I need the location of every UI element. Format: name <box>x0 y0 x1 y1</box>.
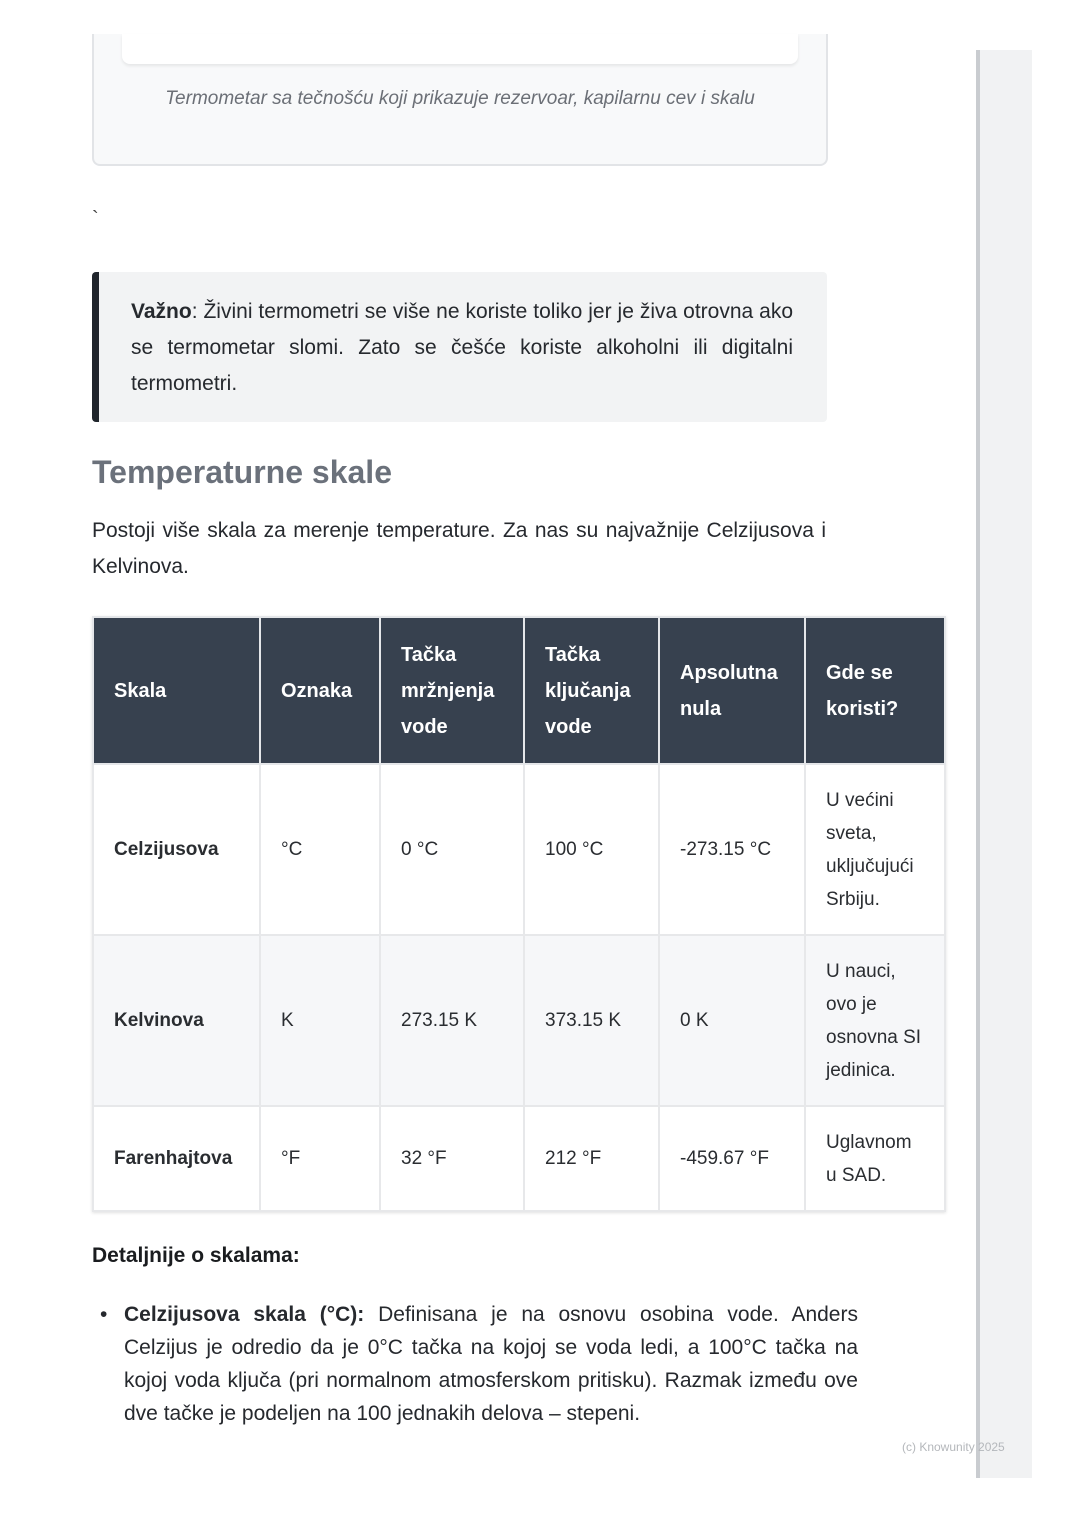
cell-boiling: 212 °F <box>524 1106 659 1211</box>
cell-symbol: °C <box>260 764 380 935</box>
cell-freezing: 273.15 K <box>380 935 524 1106</box>
cell-absolute-zero: 0 K <box>659 935 805 1106</box>
header-boiling-point: Tačka ključanja vode <box>524 617 659 764</box>
cell-usage: U nauci, ovo je osnovna SI jedinica. <box>805 935 945 1106</box>
callout-accent-bar <box>92 272 99 422</box>
table-header-row <box>93 617 945 764</box>
cell-symbol: °F <box>260 1106 380 1211</box>
header-oznaka: Oznaka <box>260 617 380 764</box>
callout-text <box>131 294 793 402</box>
details-heading: Detaljnije o skalama: <box>92 1244 300 1267</box>
figure-image-frame <box>122 34 798 64</box>
cell-symbol: K <box>260 935 380 1106</box>
section-intro: Postoji više skala za merenje temperature. Za nas su najvažnije Celzijusova i Kelvinova. <box>92 519 826 578</box>
figure-caption: Termometar sa tečnošću koji prikazuje rezervoar, kapilarnu cev i skalu <box>165 88 755 109</box>
table-row <box>93 764 945 935</box>
bullet-icon: • <box>100 1303 108 1326</box>
cell-usage: U većini sveta, uključujući Srbiju. <box>805 764 945 935</box>
table-row <box>93 1106 945 1211</box>
callout-label: Važno <box>131 300 192 323</box>
header-absolute-zero: Apsolutna nula <box>659 617 805 764</box>
header-skala: Skala <box>93 617 260 764</box>
cell-usage: Uglavnom u SAD. <box>805 1106 945 1211</box>
header-freezing-point: Tačka mržnjenja vode <box>380 617 524 764</box>
important-callout <box>92 272 827 422</box>
right-side-panel <box>976 50 1032 1478</box>
side-panel-edge <box>976 50 980 1478</box>
list-item-text: Definisana je na osnovu osobina vode. Anders Celzijus je odredio da je 0°C tačka na kojoj se voda ledi, a 100°C tačka na kojoj voda ključa (pri normalnom atmosferskom pritisku). Razmak između ove dve tačke je podeljen na 100 jednakih delova – stepeni. <box>124 1303 858 1425</box>
copyright-text: (c) Knowunity 2025 <box>902 1440 1005 1454</box>
cell-absolute-zero: -459.67 °F <box>659 1106 805 1211</box>
cell-scale-name: Kelvinova <box>93 935 260 1106</box>
temperature-scales-table <box>92 616 946 1212</box>
cell-absolute-zero: -273.15 °C <box>659 764 805 935</box>
header-usage: Gde se koristi? <box>805 617 945 764</box>
cell-scale-name: Celzijusova <box>93 764 260 935</box>
section-title: Temperaturne skale <box>92 454 392 490</box>
table-row <box>93 935 945 1106</box>
list-item-label: Celzijusova skala (°C): <box>124 1303 365 1326</box>
cell-boiling: 100 °C <box>524 764 659 935</box>
cell-freezing: 0 °C <box>380 764 524 935</box>
details-list <box>92 1298 858 1430</box>
list-item <box>100 1298 858 1430</box>
cell-boiling: 373.15 K <box>524 935 659 1106</box>
cell-scale-name: Farenhajtova <box>93 1106 260 1211</box>
callout-body: : Živini termometri se više ne koriste toliko jer je živa otrovna ako se termometar slomi. Zato se češće koriste alkoholni ili digitalni termometri. <box>131 300 793 395</box>
stray-backtick: ` <box>92 208 99 230</box>
figure-container <box>92 34 828 166</box>
cell-freezing: 32 °F <box>380 1106 524 1211</box>
